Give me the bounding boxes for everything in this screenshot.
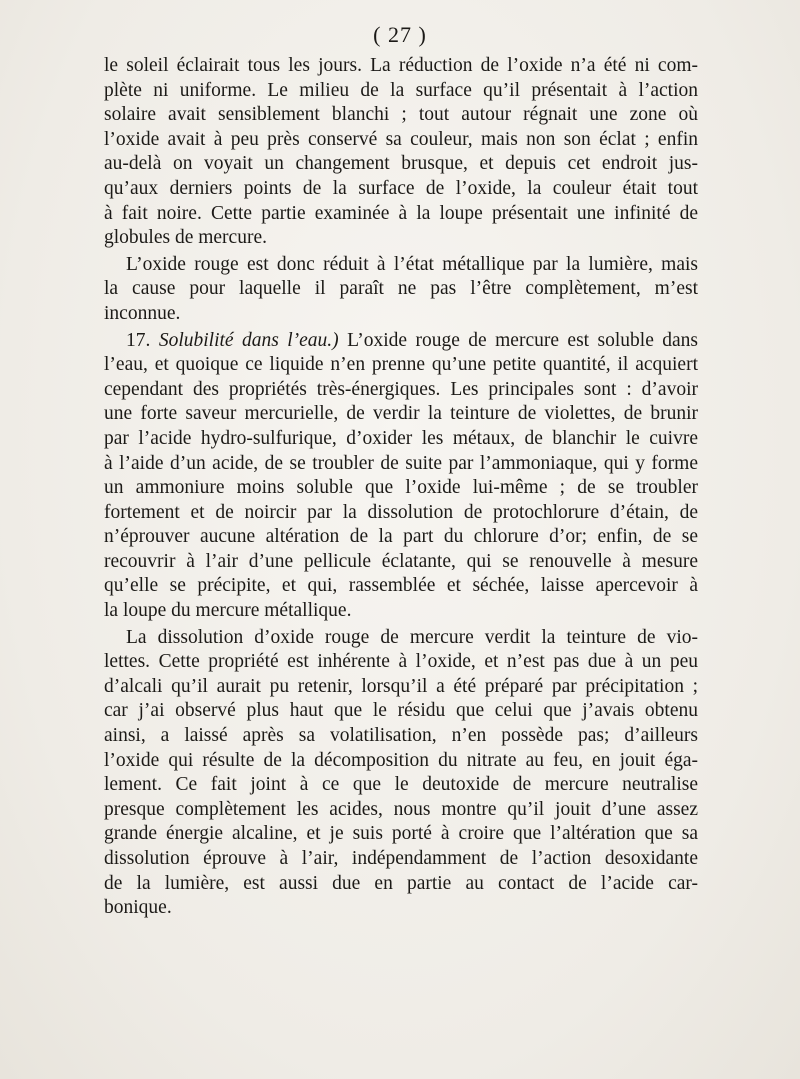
section-number: 17.: [126, 329, 151, 351]
section-title: Solubilité dans l’eau.): [158, 329, 339, 351]
text-line: cependant des propriétés très-énergiques. Les principales sont : d’avoir: [104, 378, 698, 400]
text-line: de la lumière, est aussi due en partie au contact de l’acide car-: [104, 872, 698, 894]
page-number: ( 27 ): [373, 22, 427, 47]
body-text: [104, 54, 698, 921]
text-line: un ammoniure moins soluble que l’oxide lui-même ; de se troubler: [104, 477, 698, 499]
paragraph-4: [104, 626, 698, 921]
section-17: [104, 329, 698, 624]
section-heading-line: [104, 329, 698, 354]
text-line: n’éprouver aucune altération de la part du chlorure d’or; enfin, de se: [104, 526, 698, 548]
text-line: la loupe du mercure métallique.: [104, 600, 352, 622]
text-line: lettes. Cette propriété est inhérente à l’oxide, et n’est pas due à un peu: [104, 651, 698, 673]
text-line: à fait noire. Cette partie examinée à la loupe présentait une infinité de: [104, 202, 698, 224]
paragraph-2: [104, 253, 698, 327]
text-line: qu’elle se précipite, et qui, rassemblée et séchée, laisse apercevoir à: [104, 575, 698, 597]
text-line: à l’aide d’un acide, de se troubler de suite par l’ammoniaque, qui y forme: [104, 452, 698, 474]
text-line: dissolution éprouve à l’air, indépendamment de l’action desoxidante: [104, 848, 698, 869]
text-line: une forte saveur mercurielle, de verdir la teinture de violettes, de brunir: [104, 403, 698, 425]
text-line: solaire avait sensiblement blanchi ; tout autour régnait une zone où: [104, 104, 698, 126]
text-line: L’oxide rouge est donc réduit à l’état métallique par la lumière, mais: [126, 253, 698, 275]
paragraph-1: [104, 54, 698, 251]
text-line: bonique.: [104, 897, 172, 919]
text-line: La dissolution d’oxide rouge de mercure verdit la teinture de vio-: [126, 626, 698, 648]
text-line: d’alcali qu’il aurait pu retenir, lorsqu’il a été préparé par précipitation ;: [104, 675, 698, 697]
text-line: la cause pour laquelle il paraît ne pas l’être complètement, m’est: [104, 278, 698, 300]
text-line: l’eau, et quoique ce liquide n’en prenne qu’une petite quantité, il acquiert: [104, 354, 698, 376]
text-line: presque complètement les acides, nous montre qu’il jouit d’une assez: [104, 798, 698, 820]
text-line: recouvrir à l’air d’une pellicule éclatante, qui se renouvelle à mesure: [104, 550, 698, 572]
text-line: fortement et de noircir par la dissolution de protochlorure d’étain, de: [104, 501, 698, 523]
text-line: plète ni uniforme. Le milieu de la surface qu’il présentait à l’action: [104, 79, 698, 101]
text-line: car j’ai observé plus haut que le résidu que celui que j’avais obtenu: [104, 700, 698, 722]
text-line: ainsi, a laissé après sa volatilisation, n’en possède pas; d’ailleurs: [104, 725, 698, 747]
text-line: globules de mercure.: [104, 227, 267, 249]
text-line: le soleil éclairait tous les jours. La réduction de l’oxide n’a été ni com-: [104, 55, 698, 76]
text-line: qu’aux derniers points de la surface de l’oxide, la couleur était tout: [104, 177, 698, 199]
text-line-rest: L’oxide rouge de mercure est soluble dans: [347, 329, 699, 351]
text-line: au-delà on voyait un changement brusque, et depuis cet endroit jus-: [104, 153, 698, 175]
text-line: grande énergie alcaline, et je suis porté à croire que l’altération que sa: [104, 823, 698, 845]
text-line: l’oxide avait à peu près conservé sa couleur, mais non son éclat ; enfin: [104, 128, 698, 150]
text-line: lement. Ce fait joint à ce que le deutoxide de mercure neutralise: [104, 774, 698, 796]
text-line: l’oxide qui résulte de la décomposition du nitrate au feu, en jouit éga-: [104, 749, 698, 771]
text-line: par l’acide hydro-sulfurique, d’oxider les métaux, de blanchir le cuivre: [104, 427, 698, 449]
text-line: inconnue.: [104, 302, 181, 324]
